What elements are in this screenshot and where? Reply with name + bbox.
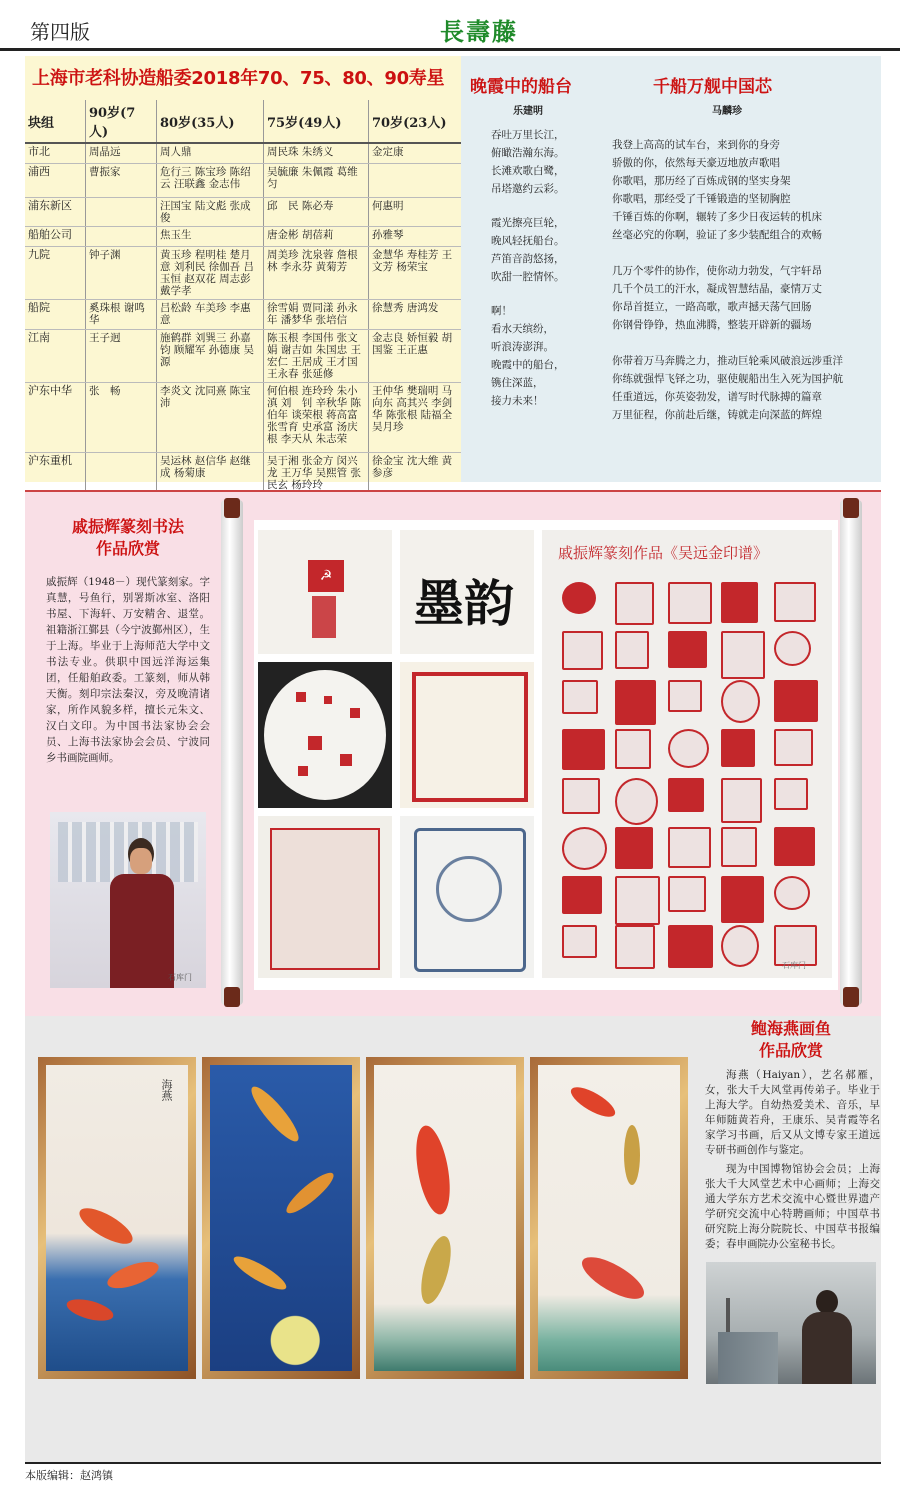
scroll-rod-left xyxy=(221,500,243,1005)
poem-line: 俯瞰浩瀚东海。 xyxy=(491,147,565,159)
seal-stamp xyxy=(721,582,758,623)
seal-stamp xyxy=(668,925,713,968)
table-cell: 邱 民 陈必寿 xyxy=(264,197,369,226)
table-cell: 九院 xyxy=(25,246,86,299)
poem-line: 芦笛音韵悠扬， xyxy=(491,253,565,265)
seal-stamp xyxy=(562,827,607,870)
table-cell: 吕松龄 车美珍 李惠意 xyxy=(157,299,264,329)
calligraphy-text: 墨韵 xyxy=(414,574,514,633)
seal-stamp xyxy=(668,729,709,768)
poem-line xyxy=(612,244,880,262)
catalogue-title: 戚振辉篆刻作品《吴远金印谱》 xyxy=(558,544,769,562)
poem-line: 吞吐万里长江， xyxy=(491,129,565,141)
poem-line: 骄傲的你，依然每天豪迈地放声歌唱 xyxy=(612,157,780,169)
seal-stamp xyxy=(668,778,704,812)
seal-stamp xyxy=(615,827,653,869)
table-row xyxy=(25,163,461,197)
seal-stamp xyxy=(721,778,762,823)
seal-stamp xyxy=(721,680,760,723)
poem-line: 吊塔邀约云彩。 xyxy=(491,183,565,195)
table-cell: 何惠明 xyxy=(369,197,462,226)
table-row xyxy=(25,246,461,299)
stars-table xyxy=(25,100,461,494)
poem-line: 你钢骨铮铮，热血沸腾，整装开辟新的疆场 xyxy=(612,319,812,331)
seal-stamp xyxy=(774,582,816,622)
bao-portrait xyxy=(706,1262,876,1384)
table-cell xyxy=(86,197,157,226)
column-header: 90岁(7人) xyxy=(86,100,157,143)
seal-artwork-2 xyxy=(258,662,392,808)
calligraphy-artwork xyxy=(400,530,534,654)
table-cell: 王子迥 xyxy=(86,329,157,382)
poem-line: 你歌唱，那经受了千锤锻造的坚韧胸腔 xyxy=(612,193,791,205)
rod-end-top xyxy=(224,498,240,518)
seal-grid xyxy=(556,578,820,970)
bao-heading-line2: 作品欣赏 xyxy=(758,1041,823,1060)
table-cell: 吴于湘 张金方 闵兴龙 王万华 吴熙管 张民玄 杨玲玲 xyxy=(264,452,369,493)
column-header: 75岁(49人) xyxy=(264,100,369,143)
seal-stamp xyxy=(774,631,811,666)
seal-stamp xyxy=(615,876,660,925)
table-cell: 王仲华 樊瑞明 马向东 高其兴 李剑华 陈张根 陆福全 吴月珍 xyxy=(369,382,462,452)
seal-stamp xyxy=(668,631,707,668)
table-cell: 沪东重机 xyxy=(25,452,86,493)
table-cell: 焦玉生 xyxy=(157,226,264,246)
seal-stamp xyxy=(721,876,764,923)
column-header: 70岁(23人) xyxy=(369,100,462,143)
painting-signature: 海燕 xyxy=(160,1079,173,1101)
poem-line: 吹甜一腔情怀。 xyxy=(491,271,565,283)
table-cell: 危行三 陈宝珍 陈绍云 汪联鑫 金志伟 xyxy=(157,163,264,197)
poem-line: 啊！ xyxy=(491,305,512,317)
seal-stamp xyxy=(668,876,706,912)
seal-stamp xyxy=(562,876,602,914)
table-cell: 金慧华 寿桂芳 王文芳 杨荣宝 xyxy=(369,246,462,299)
editor-credit: 本版编辑：赵鸿镇 xyxy=(25,1469,113,1482)
seal-stamp xyxy=(615,582,654,625)
seal-stamp xyxy=(668,827,711,868)
poem-line: 长滩欢歌白鹭， xyxy=(491,165,565,177)
poem-line: 霞光擦亮巨轮， xyxy=(491,217,565,229)
poem-line xyxy=(612,334,880,352)
seal-stamp xyxy=(615,680,656,725)
table-row xyxy=(25,329,461,382)
newspaper-title: 長壽藤 xyxy=(440,17,518,46)
seal-stamp xyxy=(615,778,658,825)
poem-line: 晚霞中的船台， xyxy=(491,359,565,371)
edition-label: 第四版 xyxy=(30,20,90,44)
rod-end-top xyxy=(843,498,859,518)
bao-heading-line1: 鲍海燕画鱼 xyxy=(750,1019,831,1038)
table-cell: 江南 xyxy=(25,329,86,382)
poem-line: 你昂首挺立，一路高歌，歌声撼天荡气回肠 xyxy=(612,301,812,313)
table-cell: 船舶公司 xyxy=(25,226,86,246)
seal-stamp xyxy=(774,778,808,810)
poem-line: 任重道远，你英姿勃发，谱写时代脉搏的篇章 xyxy=(612,391,822,403)
poem-line: 你练就强悍飞铎之功，驱使舰船出生入死为国护航 xyxy=(612,373,843,385)
seal-stamp xyxy=(721,729,755,767)
table-cell: 周民珠 朱绣义 xyxy=(264,143,369,163)
table-row xyxy=(25,226,461,246)
column-header: 块组 xyxy=(25,100,86,143)
table-cell: 施鹤群 刘巽三 孙嘉钧 顾耀军 孙德康 吴 源 xyxy=(157,329,264,382)
table-cell xyxy=(369,163,462,197)
table-cell: 金定康 xyxy=(369,143,462,163)
table-cell: 市北 xyxy=(25,143,86,163)
seal-stamp xyxy=(721,925,759,967)
seal-catalogue xyxy=(542,530,832,978)
table-row xyxy=(25,382,461,452)
table-cell: 吴毓廉 朱佩霞 葛维匀 xyxy=(264,163,369,197)
table-cell: 张 畅 xyxy=(86,382,157,452)
poem-line: 万里征程，你前赴后继，铸就走向深蓝的辉煌 xyxy=(612,409,822,421)
table-cell: 奚珠根 谢鸣华 xyxy=(86,299,157,329)
seal-artwork-1: ☭ xyxy=(258,530,392,654)
poem-line: 千锤百炼的你啊，辗转了多少日夜运转的机床 xyxy=(612,211,822,223)
poem2-title: 千船万舰中国芯 xyxy=(653,77,772,97)
poem-line: 丝毫必究的你啊，验证了多少装配组合的欢畅 xyxy=(612,229,822,241)
poem-line: 镌住深蓝， xyxy=(491,377,544,389)
rod-end-bottom xyxy=(224,987,240,1007)
seal-stamp xyxy=(562,778,600,814)
poem-line xyxy=(491,286,601,302)
poem-line: 几千个员工的汗水，凝成智慧结晶，豪情万丈 xyxy=(612,283,822,295)
poem-line: 几万个零件的协作，使你动力勃发，气宇轩昂 xyxy=(612,265,822,277)
seal-stamp xyxy=(562,729,605,770)
bao-bio xyxy=(705,1068,880,1252)
poem-line: 听浪涛澎湃。 xyxy=(491,341,554,353)
seal-stamp xyxy=(774,876,810,910)
table-cell: 徐金宝 沈大维 黄参彦 xyxy=(369,452,462,493)
seal-stamp xyxy=(774,827,815,866)
seal-artwork-5 xyxy=(400,816,534,978)
poem2-body xyxy=(612,136,880,424)
table-cell: 沪东中华 xyxy=(25,382,86,452)
table-cell: 唐金彬 胡蓓莉 xyxy=(264,226,369,246)
table-cell xyxy=(86,452,157,493)
scroll-canvas xyxy=(254,520,838,990)
table-cell: 浦东新区 xyxy=(25,197,86,226)
seal-stamp xyxy=(721,631,765,679)
table-cell: 徐雪娟 贾同漾 孙永年 潘梦华 张培信 xyxy=(264,299,369,329)
table-cell: 周人鼎 xyxy=(157,143,264,163)
table-cell: 钟子渊 xyxy=(86,246,157,299)
catalogue-watermark: 石库门 xyxy=(782,961,806,970)
poem-line xyxy=(491,198,601,214)
seal-stamp xyxy=(562,680,598,714)
bao-bio-p1: 海燕（Haiyan），艺名郝雁，女，张大千大风堂再传弟子。毕业于上海大学。自幼热爱美术、音乐，早年师随黄若舟，王康乐、吴青霞等名家学习书画，后又从文博专家王道远专研书画创作与鉴定。 xyxy=(705,1069,880,1156)
poem-line: 晚风轻抚船台。 xyxy=(491,235,565,247)
table-cell: 李炎文 沈同熹 陈宝沛 xyxy=(157,382,264,452)
seal-stamp xyxy=(615,631,649,669)
footer xyxy=(25,1462,881,1483)
seal-stamp xyxy=(774,680,818,722)
poem-line: 你歌唱，那历经了百炼成钢的坚实身架 xyxy=(612,175,791,187)
rod-end-bottom xyxy=(843,987,859,1007)
table-row xyxy=(25,143,461,163)
table-cell: 吴运林 赵信华 赵继成 杨菊康 xyxy=(157,452,264,493)
poem2-author: 马麟珍 xyxy=(712,106,742,117)
poem-line: 看水天缤纷， xyxy=(491,323,554,335)
fish-painting-1 xyxy=(38,1057,196,1379)
table-cell: 周美珍 沈泉蓉 詹根林 李永芬 黄菊芳 xyxy=(264,246,369,299)
table-cell: 金志良 娇恒毅 胡国鉴 王正惠 xyxy=(369,329,462,382)
seal-stamp xyxy=(774,729,813,766)
bao-bio-p2: 现为中国博物馆协会会员；上海张大千大风堂艺术中心画师；上海交通大学东方艺术交流中心暨世界遗产学研究交流中心特聘画师；中国草书研究院上海分院院长、中国草书报编委；春申画院办公室秘书长。 xyxy=(705,1163,880,1250)
table-cell: 何伯根 连玲玲 朱小滇 刘 钊 辛秋华 陈伯年 谈荣根 蒋高富 张雪育 史承富 汤庆根 李天从 朱志荣 xyxy=(264,382,369,452)
qi-bio: 戚振辉（1948－）现代篆刻家。字真慧，号鱼行，别署斯冰室、洛阳书屋、下海轩、万安精舍、退堂。祖籍浙江鄞县（今宁波鄞州区），生于上海。毕业于上海师范大学中文书法专业。供职中国远洋海运集团，任船舶政委。工篆刻，师从韩天衡。刻印宗法秦汉，旁及晚清诸家，所作风貌多样，擅长元朱文、汉白文印。为中国书法家协会会员、上海书法家协会会员、宁波同乡书画院画师。 xyxy=(46,576,210,764)
qi-portrait xyxy=(50,812,206,988)
table-cell: 汪国宝 陆文彪 张成俊 xyxy=(157,197,264,226)
table-cell: 徐慧秀 唐鸿发 xyxy=(369,299,462,329)
seal-stamp xyxy=(668,582,712,624)
table-cell: 黄玉珍 程明桂 楚月意 刘利民 徐伽吾 吕玉恒 赵双花 周志彭 戴学孝 xyxy=(157,246,264,299)
fish-painting-2 xyxy=(202,1057,360,1379)
poem-line: 接力未来！ xyxy=(491,395,544,407)
stars-header-row xyxy=(25,100,461,143)
table-cell: 曹振家 xyxy=(86,163,157,197)
table-row xyxy=(25,299,461,329)
table-row xyxy=(25,197,461,226)
seal-artwork-4 xyxy=(400,662,534,808)
seal-stamp xyxy=(615,729,651,769)
column-header: 80岁(35人) xyxy=(157,100,264,143)
seal-stamp xyxy=(562,925,597,958)
seal-stamp xyxy=(562,582,596,614)
table-cell: 周晶远 xyxy=(86,143,157,163)
scroll-rod-right xyxy=(840,500,862,1005)
table-cell: 陈玉根 李国伟 张文娟 谢吉如 朱国忠 王宏仁 王居成 王才国 王永春 张延修 xyxy=(264,329,369,382)
stars-title: 上海市老科协造船委2018年70、75、80、90寿星 xyxy=(32,68,445,89)
qi-heading xyxy=(46,516,210,560)
seal-stamp xyxy=(668,680,702,712)
poem1-author: 乐建明 xyxy=(513,106,543,117)
seal-stamp xyxy=(562,631,603,670)
table-row xyxy=(25,452,461,493)
fish-painting-4 xyxy=(530,1057,688,1379)
fish-painting-3 xyxy=(366,1057,524,1379)
table-cell xyxy=(86,226,157,246)
poem1-body xyxy=(491,126,601,410)
poem-line: 你带着万马奔腾之力，推动巨轮乘风破浪远涉重洋 xyxy=(612,355,843,367)
table-cell: 孙雅琴 xyxy=(369,226,462,246)
portrait-watermark: 石库门 xyxy=(168,973,192,982)
seal-stamp xyxy=(615,925,655,969)
seal-stamp xyxy=(721,827,757,867)
table-cell: 浦西 xyxy=(25,163,86,197)
poem1-title: 晚霞中的船台 xyxy=(470,77,572,97)
qi-heading-line1: 戚振辉篆刻书法 xyxy=(71,517,184,536)
qi-heading-line2: 作品欣赏 xyxy=(95,539,160,558)
poem-line: 我登上高高的试车台，来到你的身旁 xyxy=(612,139,780,151)
table-cell: 船院 xyxy=(25,299,86,329)
seal-artwork-3 xyxy=(258,816,392,978)
bao-heading xyxy=(716,1018,866,1062)
